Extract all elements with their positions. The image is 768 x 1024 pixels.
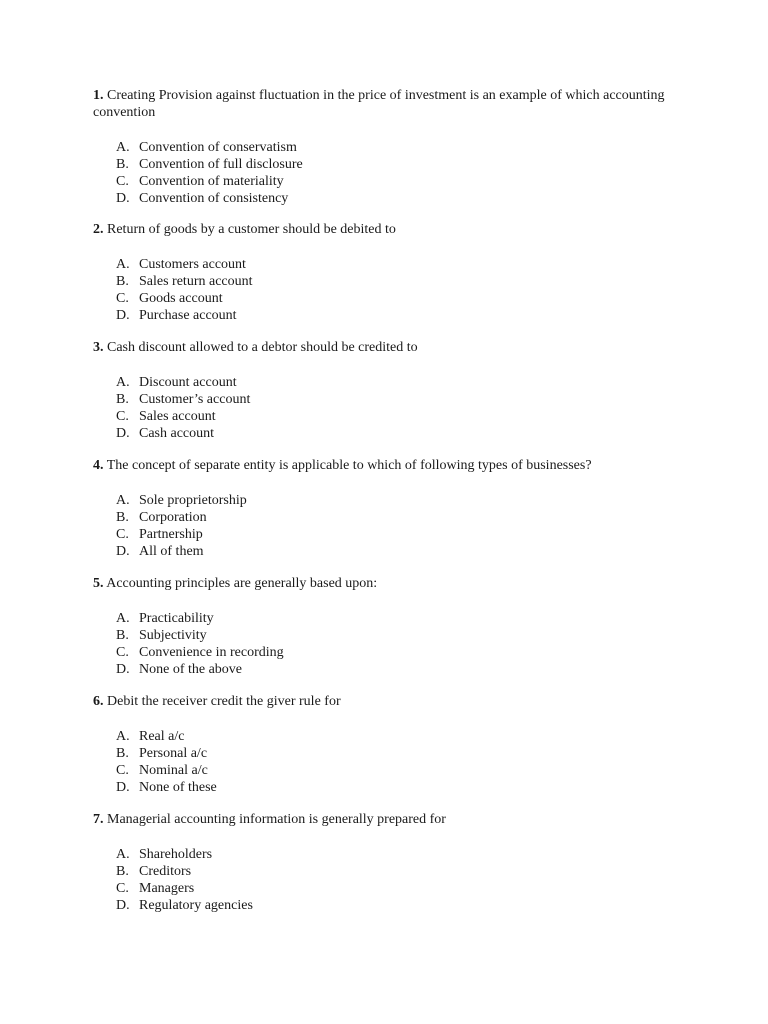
option-b bbox=[116, 391, 693, 408]
option-text: Shareholders bbox=[139, 846, 213, 862]
option-text: None of the above bbox=[139, 661, 243, 677]
question-1 bbox=[93, 88, 693, 207]
option-c bbox=[116, 408, 693, 425]
option-list bbox=[93, 139, 693, 207]
option-c bbox=[116, 290, 693, 307]
option-text: Subjectivity bbox=[139, 627, 207, 643]
option-letter: C. bbox=[116, 290, 129, 306]
option-text: Creditors bbox=[139, 863, 192, 879]
option-text: Regulatory agencies bbox=[139, 897, 253, 913]
question-number: 5. bbox=[93, 576, 104, 591]
option-a bbox=[116, 256, 693, 273]
option-text: Convenience in recording bbox=[139, 644, 284, 660]
option-list bbox=[93, 374, 693, 442]
option-text: Sales return account bbox=[139, 273, 253, 289]
option-b bbox=[116, 509, 693, 526]
option-b bbox=[116, 627, 693, 644]
option-text: Personal a/c bbox=[139, 745, 208, 761]
option-d bbox=[116, 190, 693, 207]
option-a bbox=[116, 374, 693, 391]
question-6 bbox=[93, 694, 693, 796]
option-text: Sales account bbox=[139, 408, 216, 424]
option-list bbox=[93, 492, 693, 560]
option-text: Customer’s account bbox=[139, 391, 251, 407]
question-body: The concept of separate entity is applicable to which of following types of businesses? bbox=[106, 458, 592, 473]
option-a bbox=[116, 139, 693, 156]
question-number: 7. bbox=[93, 812, 104, 827]
option-d bbox=[116, 779, 693, 796]
option-c bbox=[116, 173, 693, 190]
question-4 bbox=[93, 458, 693, 560]
question-number: 3. bbox=[93, 340, 104, 355]
option-letter: B. bbox=[116, 863, 129, 879]
option-text: None of these bbox=[139, 779, 217, 795]
option-list bbox=[93, 610, 693, 678]
question-body: Managerial accounting information is generally prepared for bbox=[107, 812, 446, 827]
question-number: 4. bbox=[93, 458, 104, 473]
option-text: Partnership bbox=[139, 526, 203, 542]
option-letter: A. bbox=[116, 610, 130, 626]
option-text: Practicability bbox=[139, 610, 214, 626]
question-7 bbox=[93, 812, 693, 914]
option-c bbox=[116, 526, 693, 543]
option-letter: A. bbox=[116, 492, 130, 508]
option-letter: B. bbox=[116, 509, 129, 525]
option-letter: B. bbox=[116, 156, 129, 172]
option-d bbox=[116, 425, 693, 442]
question-body: Creating Provision against fluctuation in the price of investment is an example of which accounting convention bbox=[93, 88, 665, 120]
question-number: 2. bbox=[93, 222, 104, 237]
option-letter: A. bbox=[116, 728, 130, 744]
option-letter: A. bbox=[116, 139, 130, 155]
option-letter: C. bbox=[116, 880, 129, 896]
option-text: Managers bbox=[139, 880, 195, 896]
option-text: Goods account bbox=[139, 290, 223, 306]
option-b bbox=[116, 863, 693, 880]
option-text: Purchase account bbox=[139, 307, 237, 323]
option-b bbox=[116, 273, 693, 290]
question-text bbox=[93, 694, 693, 711]
option-a bbox=[116, 492, 693, 509]
option-letter: A. bbox=[116, 374, 130, 390]
option-a bbox=[116, 728, 693, 745]
option-letter: A. bbox=[116, 846, 130, 862]
question-2 bbox=[93, 222, 693, 324]
option-letter: D. bbox=[116, 307, 130, 323]
question-body: Return of goods by a customer should be debited to bbox=[107, 222, 396, 237]
option-letter: B. bbox=[116, 627, 129, 643]
option-text: Customers account bbox=[139, 256, 246, 272]
question-number: 1. bbox=[93, 88, 104, 103]
question-text bbox=[93, 576, 693, 593]
option-b bbox=[116, 745, 693, 762]
option-letter: C. bbox=[116, 644, 129, 660]
option-letter: B. bbox=[116, 745, 129, 761]
option-list bbox=[93, 846, 693, 914]
option-b bbox=[116, 156, 693, 173]
option-text: All of them bbox=[139, 543, 204, 559]
option-c bbox=[116, 762, 693, 779]
option-letter: D. bbox=[116, 425, 130, 441]
option-text: Cash account bbox=[139, 425, 215, 441]
question-body: Accounting principles are generally based upon: bbox=[106, 576, 378, 591]
option-letter: C. bbox=[116, 173, 129, 189]
question-text bbox=[93, 222, 693, 239]
option-text: Discount account bbox=[139, 374, 237, 390]
question-body: Debit the receiver credit the giver rule for bbox=[107, 694, 341, 709]
option-letter: D. bbox=[116, 661, 130, 677]
question-3 bbox=[93, 340, 693, 442]
question-text bbox=[93, 88, 693, 121]
option-text: Nominal a/c bbox=[139, 762, 208, 778]
option-letter: C. bbox=[116, 526, 129, 542]
option-letter: A. bbox=[116, 256, 130, 272]
option-a bbox=[116, 610, 693, 627]
option-text: Convention of consistency bbox=[139, 190, 289, 206]
question-number: 6. bbox=[93, 694, 104, 709]
option-letter: B. bbox=[116, 273, 129, 289]
option-list bbox=[93, 256, 693, 324]
option-d bbox=[116, 897, 693, 914]
option-list bbox=[93, 728, 693, 796]
option-d bbox=[116, 307, 693, 324]
option-a bbox=[116, 846, 693, 863]
option-text: Convention of conservatism bbox=[139, 139, 297, 155]
option-letter: B. bbox=[116, 391, 129, 407]
option-d bbox=[116, 661, 693, 678]
option-text: Convention of materiality bbox=[139, 173, 284, 189]
option-c bbox=[116, 880, 693, 897]
option-letter: C. bbox=[116, 408, 129, 424]
option-letter: D. bbox=[116, 190, 130, 206]
option-letter: D. bbox=[116, 779, 130, 795]
question-text bbox=[93, 458, 693, 475]
option-c bbox=[116, 644, 693, 661]
option-text: Corporation bbox=[139, 509, 207, 525]
option-letter: D. bbox=[116, 897, 130, 913]
question-5 bbox=[93, 576, 693, 678]
option-d bbox=[116, 543, 693, 560]
option-letter: D. bbox=[116, 543, 130, 559]
option-letter: C. bbox=[116, 762, 129, 778]
question-body: Cash discount allowed to a debtor should be credited to bbox=[107, 340, 418, 355]
option-text: Convention of full disclosure bbox=[139, 156, 303, 172]
option-text: Sole proprietorship bbox=[139, 492, 247, 508]
question-text bbox=[93, 340, 693, 357]
option-text: Real a/c bbox=[139, 728, 185, 744]
question-text bbox=[93, 812, 693, 829]
